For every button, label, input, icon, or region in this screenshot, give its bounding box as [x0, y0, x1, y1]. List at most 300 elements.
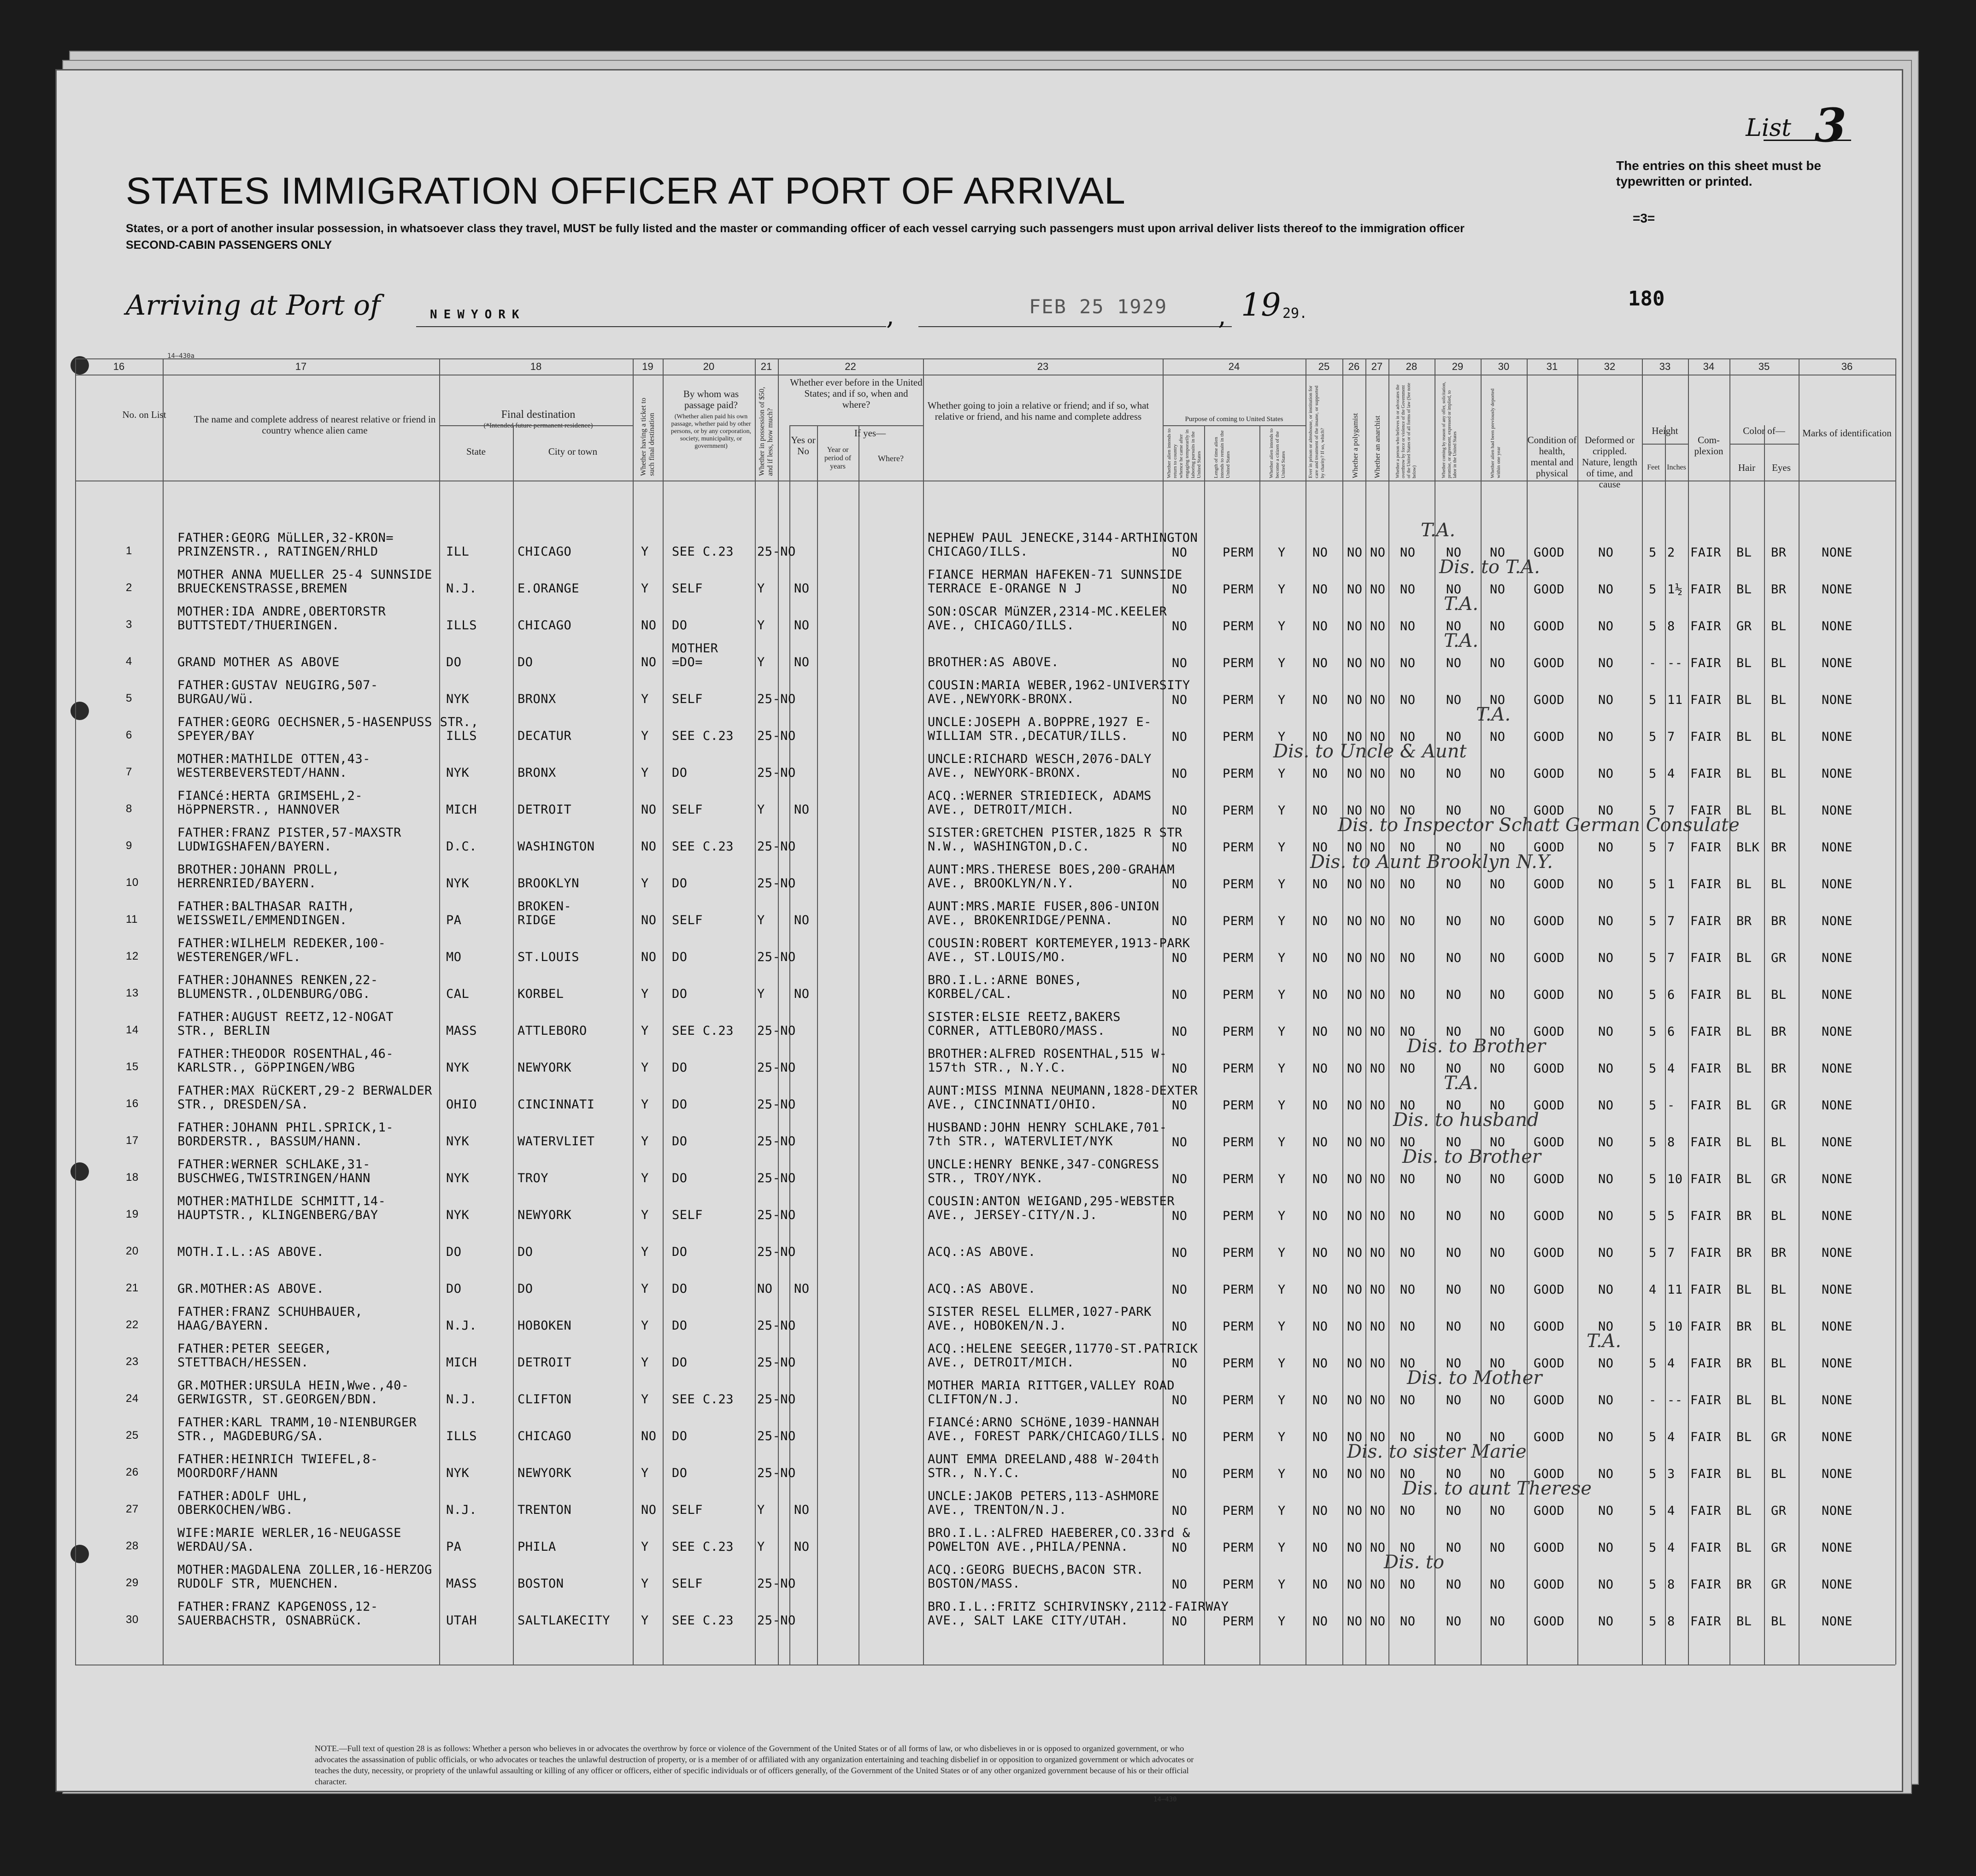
polygamist-cell: NO: [1347, 619, 1363, 633]
overthrow-cell: NO: [1400, 767, 1416, 781]
height-feet-cell: 5: [1649, 877, 1657, 891]
row-number: 29: [126, 1577, 139, 1589]
state-cell: MO: [446, 950, 462, 964]
citizen-cell: Y: [1278, 1246, 1286, 1260]
height-feet-cell: 5: [1649, 1098, 1657, 1113]
before-in-us-cell: NO: [794, 913, 810, 927]
overthrow-cell: NO: [1400, 1025, 1416, 1039]
complexion-cell: FAIR: [1690, 803, 1722, 818]
state-cell: NYK: [446, 1061, 470, 1075]
height-inches-cell: --: [1667, 656, 1683, 670]
nearest-relative-cell: FATHER:FRANZ KAPGENOSS,12- SAUERBACHSTR, OSNABRüCK.: [177, 1600, 378, 1628]
height-feet-cell: 5: [1649, 914, 1657, 928]
stay-length-cell: PERM: [1223, 1504, 1254, 1518]
offer-cell: NO: [1446, 767, 1462, 781]
column-line: [1895, 358, 1896, 1665]
overthrow-cell: NO: [1400, 582, 1416, 597]
citizen-cell: Y: [1278, 803, 1286, 818]
hair-color-cell: BL: [1736, 988, 1752, 1002]
table-row: [57, 1415, 1853, 1452]
joining-cell: SISTER RESEL ELLMER,1027-PARK AVE., HOBOKEN/N.J.: [928, 1305, 1152, 1333]
year-suffix: 29.: [1282, 305, 1308, 322]
city-cell: CHICAGO: [518, 618, 572, 633]
complexion-cell: FAIR: [1690, 1504, 1722, 1518]
hair-color-cell: BL: [1736, 1541, 1752, 1555]
anarchist-cell: NO: [1370, 1172, 1386, 1186]
prison-cell: NO: [1312, 840, 1328, 855]
column-number: 20: [703, 361, 715, 372]
marks-cell: NONE: [1822, 1467, 1853, 1481]
prison-cell: NO: [1312, 767, 1328, 781]
stay-length-cell: PERM: [1223, 619, 1254, 633]
purpose-return-cell: NO: [1172, 1209, 1188, 1223]
table-row: [57, 1047, 1853, 1083]
city-cell: BROKEN- RIDGE: [518, 899, 572, 927]
row-number: 26: [126, 1466, 139, 1478]
stay-length-cell: PERM: [1223, 1135, 1254, 1149]
stay-length-cell: PERM: [1223, 1098, 1254, 1113]
marks-cell: NONE: [1822, 1504, 1853, 1518]
height-feet-cell: 5: [1649, 1135, 1657, 1149]
deported-cell: NO: [1490, 1467, 1506, 1481]
deformed-cell: NO: [1598, 877, 1614, 891]
money-cell: Y: [757, 618, 765, 633]
city-cell: DO: [518, 655, 533, 669]
overthrow-cell: NO: [1400, 1467, 1416, 1481]
polygamist-cell: NO: [1347, 1393, 1363, 1407]
table-row: [57, 1231, 1853, 1267]
anarchist-cell: NO: [1370, 988, 1386, 1002]
citizen-cell: Y: [1278, 914, 1286, 928]
money-cell: 25-NO: [757, 950, 796, 964]
complexion-cell: FAIR: [1690, 914, 1722, 928]
purpose-return-cell: NO: [1172, 1541, 1188, 1555]
offer-cell: NO: [1446, 656, 1462, 670]
eye-color-cell: BL: [1771, 877, 1787, 891]
header-before-in-us: Whether ever before in the United States; and if so, when and where?: [790, 377, 923, 410]
overthrow-cell: NO: [1400, 1098, 1416, 1113]
height-inches-cell: 7: [1667, 1246, 1675, 1260]
joining-cell: BRO.I.L.:ALFRED HAEBERER,CO.33rd & POWELTON AVE.,PHILA/PENNA.: [928, 1526, 1190, 1554]
polygamist-cell: NO: [1347, 877, 1363, 891]
eye-color-cell: BL: [1771, 988, 1787, 1002]
complexion-cell: FAIR: [1690, 656, 1722, 670]
row-number: 23: [126, 1355, 139, 1368]
prison-cell: NO: [1312, 1541, 1328, 1555]
row-number: 17: [126, 1134, 139, 1147]
complexion-cell: FAIR: [1690, 1614, 1722, 1629]
city-cell: DECATUR: [518, 729, 572, 743]
nearest-relative-cell: FATHER:AUGUST REETZ,12-NOGAT STR., BERLIN: [177, 1010, 394, 1038]
deformed-cell: NO: [1598, 1541, 1614, 1555]
polygamist-cell: NO: [1347, 1209, 1363, 1223]
height-feet-cell: -: [1649, 656, 1657, 670]
purpose-return-cell: NO: [1172, 1467, 1188, 1481]
eye-color-cell: BL: [1771, 730, 1787, 744]
row-number: 5: [126, 692, 132, 704]
deformed-cell: NO: [1598, 767, 1614, 781]
purpose-return-cell: NO: [1172, 1319, 1188, 1334]
complexion-cell: FAIR: [1690, 1319, 1722, 1334]
anarchist-cell: NO: [1370, 1504, 1386, 1518]
anarchist-cell: NO: [1370, 1209, 1386, 1223]
prison-cell: NO: [1312, 1504, 1328, 1518]
header-yes-no: Yes or No: [791, 434, 816, 457]
state-cell: ILL: [446, 545, 470, 559]
deported-cell: NO: [1490, 951, 1506, 965]
color-divider: [1729, 444, 1799, 445]
column-number: 18: [530, 361, 542, 372]
deported-cell: NO: [1490, 1246, 1506, 1260]
money-cell: 25-NO: [757, 1024, 796, 1038]
offer-cell: NO: [1446, 582, 1462, 597]
money-cell: Y: [757, 1540, 765, 1554]
citizen-cell: Y: [1278, 1098, 1286, 1113]
deported-cell: NO: [1490, 545, 1506, 560]
state-cell: MICH: [446, 1355, 477, 1370]
citizen-cell: Y: [1278, 877, 1286, 891]
polygamist-cell: NO: [1347, 656, 1363, 670]
stay-length-cell: PERM: [1223, 988, 1254, 1002]
stay-length-cell: PERM: [1223, 803, 1254, 818]
list-number: 3: [1814, 98, 1847, 152]
health-cell: GOOD: [1534, 951, 1565, 965]
purpose-return-cell: NO: [1172, 767, 1188, 781]
table-row: [57, 1305, 1853, 1341]
purpose-return-cell: NO: [1172, 1356, 1188, 1371]
table-row: [57, 1268, 1853, 1304]
deformed-cell: NO: [1598, 988, 1614, 1002]
deported-cell: NO: [1490, 988, 1506, 1002]
nearest-relative-cell: GR.MOTHER:URSULA HEIN,Wwe.,40- GERWIGSTR, ST.GEORGEN/BDN.: [177, 1378, 409, 1407]
handwritten-note: Dis. to T.A.: [1439, 557, 1540, 578]
polygamist-cell: NO: [1347, 693, 1363, 707]
health-cell: GOOD: [1534, 1393, 1565, 1407]
deformed-cell: NO: [1598, 1577, 1614, 1592]
hair-color-cell: BL: [1736, 693, 1752, 707]
marks-cell: NONE: [1822, 767, 1853, 781]
row-number: 3: [126, 618, 132, 631]
header-purpose-return: Whether alien intends to return to country whence he came after engaging temporarily in laboring pursuits in the United States: [1166, 428, 1202, 478]
height-inches-cell: 4: [1667, 1430, 1675, 1444]
money-cell: 25-NO: [757, 1097, 796, 1112]
anarchist-cell: NO: [1370, 767, 1386, 781]
overthrow-cell: NO: [1400, 803, 1416, 818]
header-inches: Inches: [1667, 463, 1686, 471]
column-number: 19: [642, 361, 653, 372]
marks-cell: NONE: [1822, 1430, 1853, 1444]
polygamist-cell: NO: [1347, 1577, 1363, 1592]
height-inches-cell: 11: [1667, 1283, 1683, 1297]
eye-color-cell: BR: [1771, 1246, 1787, 1260]
money-cell: 25-NO: [757, 1134, 796, 1149]
deformed-cell: NO: [1598, 619, 1614, 633]
citizen-cell: Y: [1278, 1430, 1286, 1444]
polygamist-cell: NO: [1347, 803, 1363, 818]
header-final-destination: [439, 377, 637, 431]
overthrow-cell: NO: [1400, 1504, 1416, 1518]
eye-color-cell: BL: [1771, 656, 1787, 670]
joining-cell: BROTHER:AS ABOVE.: [928, 655, 1059, 669]
ticket-cell: Y: [641, 1355, 649, 1370]
table-row: [57, 1157, 1853, 1194]
offer-cell: NO: [1446, 1577, 1462, 1592]
passage-paid-cell: SEE C.23: [672, 729, 734, 743]
joining-cell: MOTHER MARIA RITTGER,VALLEY ROAD CLIFTON/N.J.: [928, 1378, 1175, 1407]
purpose-return-cell: NO: [1172, 1393, 1188, 1407]
handwritten-note: Dis. to Inspector Schatt German Consulate: [1338, 815, 1740, 836]
city-cell: WATERVLIET: [518, 1134, 595, 1149]
header-passage-paid: [670, 388, 753, 450]
footer-form-code: 14—430: [1153, 1796, 1177, 1803]
offer-cell: NO: [1446, 1025, 1462, 1039]
marks-cell: NONE: [1822, 693, 1853, 707]
passage-paid-cell: SEE C.23: [672, 1392, 734, 1407]
prison-cell: NO: [1312, 1172, 1328, 1186]
city-cell: BROOKLYN: [518, 876, 580, 891]
stay-length-cell: PERM: [1223, 656, 1254, 670]
passage-paid-cell: SEE C.23: [672, 839, 734, 854]
state-cell: PA: [446, 1540, 462, 1554]
purpose-return-cell: NO: [1172, 1614, 1188, 1629]
header-complexion: Com-plexion: [1694, 434, 1723, 457]
prison-cell: NO: [1312, 693, 1328, 707]
row-number: 28: [126, 1540, 139, 1552]
purpose-return-cell: NO: [1172, 877, 1188, 891]
nearest-relative-cell: MOTHER:MAGDALENA ZOLLER,16-HERZOG RUDOLF STR, MUENCHEN.: [177, 1563, 432, 1591]
money-cell: Y: [757, 803, 765, 817]
header-marks: Marks of identification: [1802, 428, 1892, 439]
purpose-return-cell: NO: [1172, 730, 1188, 744]
date-stamp: FEB 25 1929: [1029, 295, 1168, 318]
nearest-relative-cell: FATHER:JOHANNES RENKEN,22- BLUMENSTR.,OLDENBURG/OBG.: [177, 973, 378, 1001]
hair-color-cell: BL: [1736, 1098, 1752, 1113]
header-polygamist: Whether a polygamist: [1352, 413, 1359, 478]
row-number: 16: [126, 1097, 139, 1110]
city-cell: BRONX: [518, 692, 556, 706]
joining-cell: COUSIN:ANTON WEIGAND,295-WEBSTER AVE., JERSEY-CITY/N.J.: [928, 1194, 1175, 1222]
height-feet-cell: 5: [1649, 1025, 1657, 1039]
typewritten-note: The entries on this sheet must be typewritten or printed.: [1616, 158, 1821, 188]
money-cell: 25-NO: [757, 766, 796, 780]
deformed-cell: NO: [1598, 1614, 1614, 1629]
city-cell: ST.LOUIS: [518, 950, 580, 964]
polygamist-cell: NO: [1347, 1061, 1363, 1076]
nearest-relative-cell: MOTHER:MATHILDE SCHMITT,14- HAUPTSTR., KLINGENBERG/BAY: [177, 1194, 386, 1222]
passage-paid-cell: DO: [672, 1061, 688, 1075]
marks-cell: NONE: [1822, 1283, 1853, 1297]
hair-color-cell: BR: [1736, 1577, 1752, 1592]
marks-cell: NONE: [1822, 1061, 1853, 1076]
complexion-cell: FAIR: [1690, 619, 1722, 633]
height-feet-cell: 5: [1649, 1504, 1657, 1518]
city-cell: WASHINGTON: [518, 839, 595, 854]
table-row: [57, 936, 1853, 973]
overthrow-cell: NO: [1400, 1356, 1416, 1371]
polygamist-cell: NO: [1347, 1430, 1363, 1444]
date-line: [918, 326, 1232, 327]
offer-cell: NO: [1446, 1246, 1462, 1260]
prison-cell: NO: [1312, 951, 1328, 965]
passage-paid-cell: DO: [672, 1282, 688, 1296]
polygamist-cell: NO: [1347, 1283, 1363, 1297]
hair-color-cell: BL: [1736, 1430, 1752, 1444]
hair-color-cell: BR: [1736, 1319, 1752, 1334]
hair-color-cell: BL: [1736, 656, 1752, 670]
prison-cell: NO: [1312, 1209, 1328, 1223]
overthrow-cell: NO: [1400, 1430, 1416, 1444]
citizen-cell: Y: [1278, 840, 1286, 855]
prison-cell: NO: [1312, 619, 1328, 633]
prison-cell: NO: [1312, 1614, 1328, 1629]
anarchist-cell: NO: [1370, 1430, 1386, 1444]
anarchist-cell: NO: [1370, 1061, 1386, 1076]
hair-color-cell: BL: [1736, 1061, 1752, 1076]
nearest-relative-cell: FATHER:KARL TRAMM,10-NIENBURGER STR., MAGDEBURG/SA.: [177, 1415, 417, 1443]
prison-cell: NO: [1312, 730, 1328, 744]
overthrow-cell: NO: [1400, 1135, 1416, 1149]
purpose-return-cell: NO: [1172, 1061, 1188, 1076]
height-inches-cell: 11: [1667, 693, 1683, 707]
city-cell: TRENTON: [518, 1503, 572, 1517]
nearest-relative-cell: MOTHER:IDA ANDRE,OBERTORSTR BUTTSTEDT/THUERINGEN.: [177, 604, 386, 633]
money-cell: Y: [757, 655, 765, 669]
deformed-cell: NO: [1598, 914, 1614, 928]
row-number: 19: [126, 1208, 139, 1220]
subtitle-line-2: SECOND-CABIN PASSENGERS ONLY: [126, 239, 332, 252]
marks-cell: NONE: [1822, 988, 1853, 1002]
health-cell: GOOD: [1534, 1061, 1565, 1076]
hair-color-cell: BL: [1736, 1283, 1752, 1297]
complexion-cell: FAIR: [1690, 582, 1722, 597]
overthrow-cell: NO: [1400, 693, 1416, 707]
deformed-cell: NO: [1598, 951, 1614, 965]
ticket-cell: NO: [641, 839, 657, 854]
row-number: 6: [126, 729, 132, 741]
health-cell: GOOD: [1534, 1614, 1565, 1629]
offer-cell: NO: [1446, 1541, 1462, 1555]
complexion-cell: FAIR: [1690, 988, 1722, 1002]
height-inches-cell: 7: [1667, 730, 1675, 744]
prison-cell: NO: [1312, 1246, 1328, 1260]
height-inches-cell: 10: [1667, 1172, 1683, 1186]
city-cell: DO: [518, 1245, 533, 1259]
overthrow-cell: NO: [1400, 1614, 1416, 1629]
nearest-relative-cell: BROTHER:JOHANN PROLL, HERRENRIED/BAYERN.: [177, 862, 340, 891]
eye-color-cell: BL: [1771, 1614, 1787, 1629]
deported-cell: NO: [1490, 803, 1506, 818]
deformed-cell: NO: [1598, 656, 1614, 670]
prison-cell: NO: [1312, 1061, 1328, 1076]
citizen-cell: Y: [1278, 951, 1286, 965]
eye-color-cell: BR: [1771, 545, 1787, 560]
complexion-cell: FAIR: [1690, 951, 1722, 965]
hair-color-cell: GR: [1736, 619, 1752, 633]
height-inches-cell: 7: [1667, 803, 1675, 818]
stay-length-cell: PERM: [1223, 767, 1254, 781]
joining-cell: BRO.I.L.:FRITZ SCHIRVINSKY,2112-FAIRWAY AVE., SALT LAKE CITY/UTAH.: [928, 1600, 1229, 1628]
eye-color-cell: BL: [1771, 803, 1787, 818]
nearest-relative-cell: MOTHER ANNA MUELLER 25-4 SUNNSIDE BRUECKENSTRASSE,BREMEN: [177, 568, 432, 596]
height-inches-cell: 4: [1667, 1356, 1675, 1371]
deformed-cell: NO: [1598, 1283, 1614, 1297]
offer-cell: NO: [1446, 1319, 1462, 1334]
deported-cell: NO: [1490, 1172, 1506, 1186]
header-money: Whether in possession of $50, and if less, how much?: [758, 387, 774, 476]
question-28-note: NOTE.—Full text of question 28 is as follows: Whether a person who believes in or advocates the overthrow by force or violence of the Government of the United States or of all forms of law, or who disbelieves in or is opposed to organized government, or who advocates the assassination of public officials, or who advocates or teaches the unlawful destruction of property, or is a member of or affiliated with any organization entertaining and teaching disbelief in or opposition to organized government or which advocates or teaches the duty, necessity, or propriety of the unlawful assaulting or killing of any officer or officers, either of specific individuals or of officers generally, of the Government of the United States or of any other organized government because of his or their official character.: [315, 1744, 1194, 1786]
ticket-cell: Y: [641, 876, 649, 891]
arriving-label: Arriving at Port of: [126, 289, 381, 322]
anarchist-cell: NO: [1370, 1577, 1386, 1592]
anarchist-cell: NO: [1370, 1319, 1386, 1334]
state-cell: MICH: [446, 803, 477, 817]
hair-color-cell: BL: [1736, 877, 1752, 891]
header-deformed: Deformed or crippled. Nature, length of time, and cause: [1582, 434, 1638, 490]
complexion-cell: FAIR: [1690, 1541, 1722, 1555]
complexion-cell: FAIR: [1690, 1135, 1722, 1149]
citizen-cell: Y: [1278, 1135, 1286, 1149]
deformed-cell: NO: [1598, 1467, 1614, 1481]
citizen-cell: Y: [1278, 730, 1286, 744]
city-cell: DETROIT: [518, 803, 572, 817]
prison-cell: NO: [1312, 1319, 1328, 1334]
marks-cell: NONE: [1822, 1172, 1853, 1186]
ticket-cell: Y: [641, 1540, 649, 1554]
marks-cell: NONE: [1822, 1246, 1853, 1260]
height-inches-cell: 10: [1667, 1319, 1683, 1334]
passage-paid-cell: DO: [672, 1466, 688, 1480]
before-in-us-cell: NO: [794, 655, 810, 669]
prison-cell: NO: [1312, 988, 1328, 1002]
column-number: 16: [113, 361, 125, 372]
citizen-cell: Y: [1278, 1541, 1286, 1555]
ticket-cell: Y: [641, 766, 649, 780]
anarchist-cell: NO: [1370, 803, 1386, 818]
deported-cell: NO: [1490, 1541, 1506, 1555]
citizen-cell: Y: [1278, 1319, 1286, 1334]
deported-cell: NO: [1490, 1504, 1506, 1518]
eye-color-cell: GR: [1771, 1172, 1787, 1186]
ticket-cell: NO: [641, 803, 657, 817]
stay-length-cell: PERM: [1223, 1319, 1254, 1334]
offer-cell: NO: [1446, 914, 1462, 928]
stay-length-cell: PERM: [1223, 877, 1254, 891]
ticket-cell: Y: [641, 1466, 649, 1480]
row-number: 21: [126, 1282, 139, 1294]
joining-cell: UNCLE:HENRY BENKE,347-CONGRESS STR., TROY/NYK.: [928, 1157, 1159, 1185]
height-inches-cell: -: [1667, 1098, 1675, 1113]
manifest-page: [55, 69, 1903, 1803]
ticket-cell: NO: [641, 913, 657, 927]
joining-cell: ACQ.:AS ABOVE.: [928, 1282, 1036, 1296]
ticket-cell: Y: [641, 1208, 649, 1222]
city-cell: PHILA: [518, 1540, 556, 1554]
stay-length-cell: PERM: [1223, 1246, 1254, 1260]
header-color-of: Color of—: [1743, 425, 1785, 436]
joining-cell: AUNT:MRS.MARIE FUSER,806-UNION AVE., BROKENRIDGE/PENNA.: [928, 899, 1159, 927]
column-number: 31: [1546, 361, 1558, 372]
money-cell: NO: [757, 1282, 773, 1296]
hair-color-cell: BL: [1736, 1614, 1752, 1629]
prison-cell: NO: [1312, 1467, 1328, 1481]
health-cell: GOOD: [1534, 1319, 1565, 1334]
height-inches-cell: 8: [1667, 1135, 1675, 1149]
money-cell: 25-NO: [757, 876, 796, 891]
page-title: STATES IMMIGRATION OFFICER AT PORT OF ARRIVAL: [126, 170, 1126, 212]
anarchist-cell: NO: [1370, 914, 1386, 928]
hair-color-cell: BLK: [1736, 840, 1760, 855]
passage-paid-cell: SELF: [672, 1208, 703, 1222]
